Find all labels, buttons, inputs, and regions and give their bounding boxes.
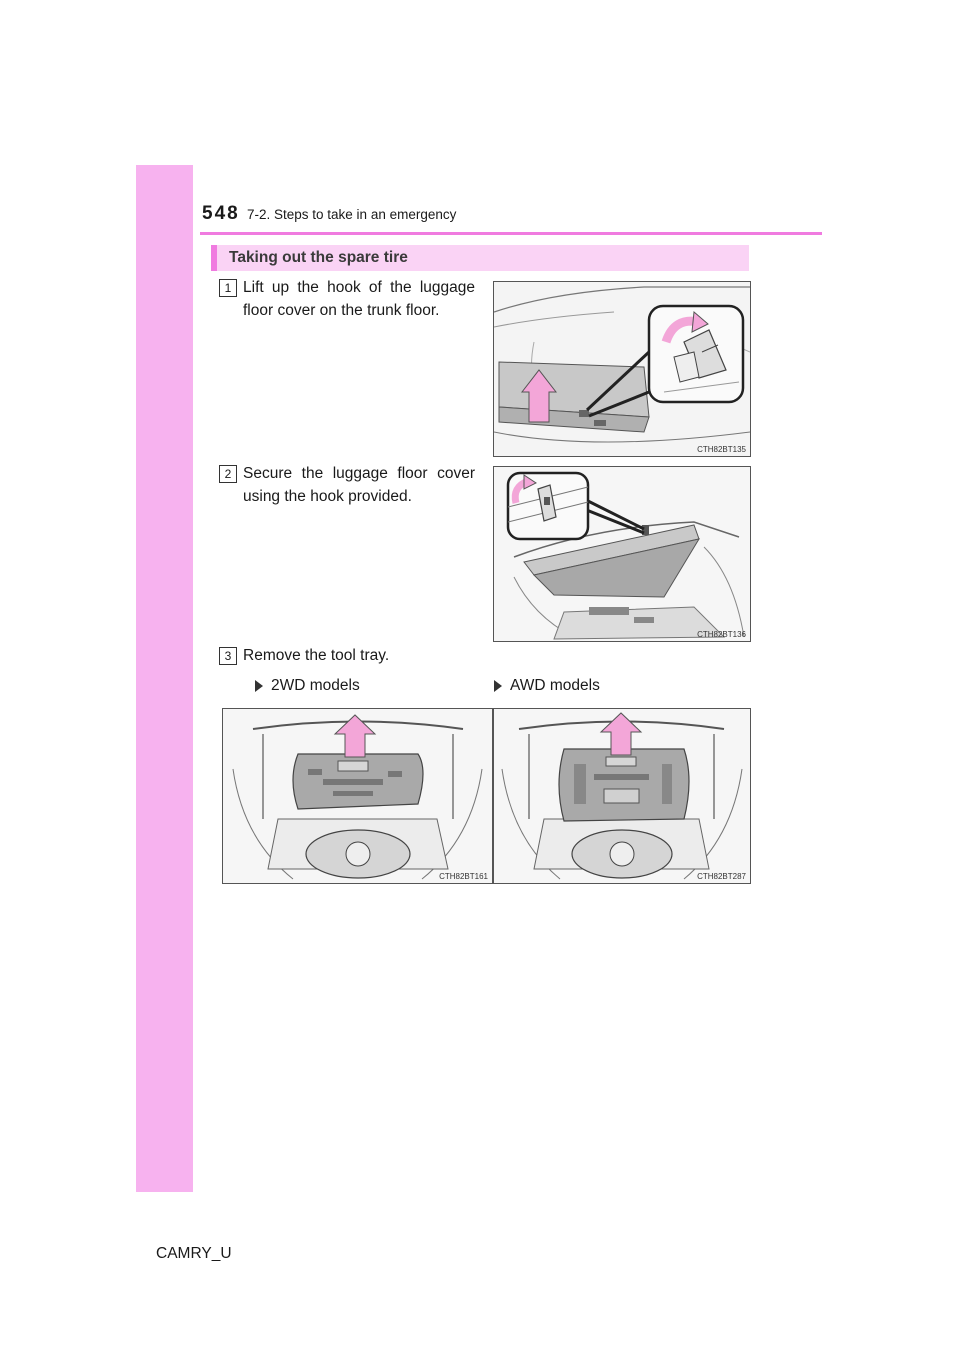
variant-text-2wd: 2WD models [271, 677, 360, 694]
image-code: CTH82BT136 [697, 630, 746, 639]
step-number-1: 1 [219, 279, 237, 297]
triangle-bullet-icon [494, 680, 502, 692]
image-code: CTH82BT135 [697, 445, 746, 454]
illustration-tool-tray-awd-drawing [494, 709, 750, 883]
triangle-bullet-icon [255, 680, 263, 692]
step-number-3: 3 [219, 647, 237, 665]
header-rule [200, 232, 822, 235]
variant-label-2wd [255, 677, 360, 695]
illustration-tool-tray-2wd [222, 708, 493, 884]
chapter-sidebar-tab [136, 165, 193, 1192]
step-number-2: 2 [219, 465, 237, 483]
variant-label-awd [494, 677, 600, 695]
illustration-tool-tray-awd [493, 708, 751, 884]
section-heading-bar [211, 245, 217, 271]
page-number: 548 [202, 203, 240, 224]
image-code: CTH82BT161 [439, 872, 488, 881]
section-heading-text: Taking out the spare tire [229, 249, 408, 266]
chapter-title: 7-2. Steps to take in an emergency [247, 207, 457, 222]
illustration-tool-tray-2wd-drawing [223, 709, 492, 883]
step-text-1: Lift up the hook of the luggage floor cover on the trunk floor. [243, 279, 475, 319]
step-text-2: Secure the luggage floor cover using the hook provided. [243, 465, 475, 505]
image-code: CTH82BT287 [697, 872, 746, 881]
illustration-secure-cover [493, 466, 751, 642]
illustration-secure-cover-drawing [494, 467, 750, 641]
illustration-lift-hook [493, 281, 751, 457]
step-text-3: Remove the tool tray. [243, 647, 390, 664]
variant-text-awd: AWD models [510, 677, 600, 694]
illustration-lift-hook-drawing [494, 282, 750, 456]
footer-model: CAMRY_U [156, 1245, 232, 1262]
section-heading [211, 245, 749, 271]
